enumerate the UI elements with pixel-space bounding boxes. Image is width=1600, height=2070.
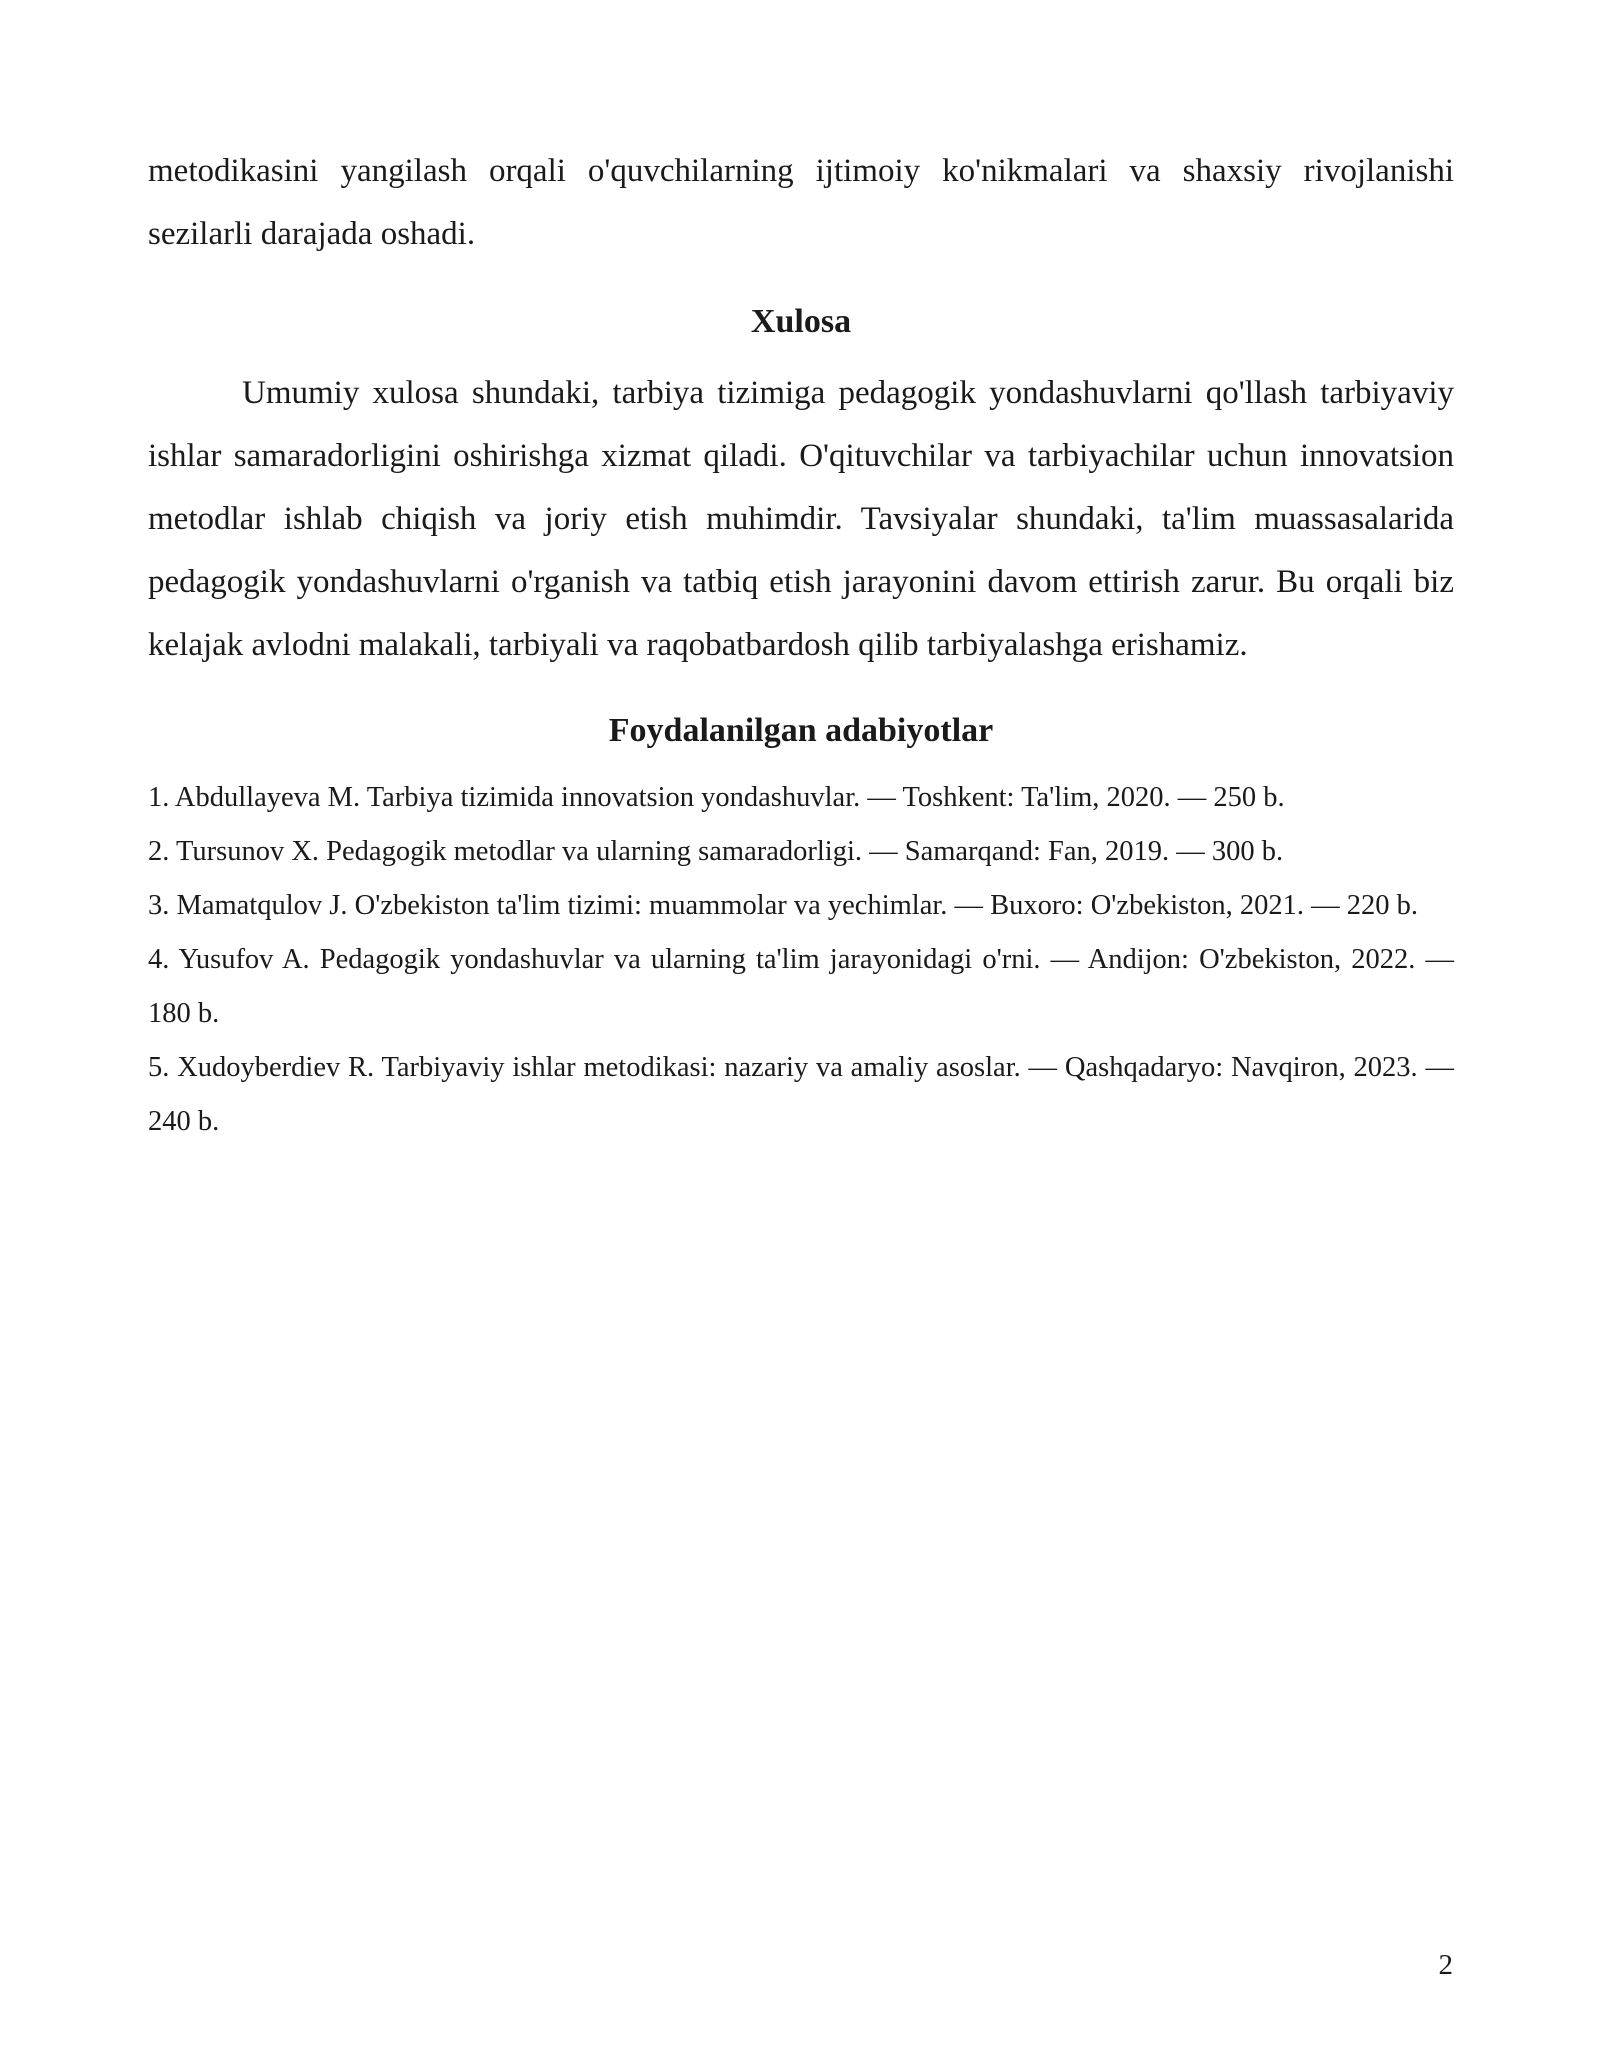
references-heading: Foydalanilgan adabiyotlar [608,712,994,749]
conclusion-heading: Xulosa [750,303,852,340]
reference-item: 2. Tursunov X. Pedagogik metodlar va ularning samaradorligi. — Samarqand: Fan, 2019. — 300 b. [148,836,1284,867]
references-list [148,771,1454,1149]
reference-item: 4. Yusufov A. Pedagogik yondashuvlar va ularning ta'lim jarayonidagi o'rni. — Andijon: O'zbekiston, 2022. — 180 b. [148,944,1454,1029]
document-page [148,140,1454,1149]
conclusion-paragraph: Umumiy xulosa shundaki, tarbiya tizimiga pedagogik yondashuvlarni qo'llash tarbiyaviy ishlar samaradorligini oshirishga xizmat qiladi. O'qituvchilar va tarbiyachilar uchun innovatsion metodlar ishlab chiqish va joriy etish muhimdir. Tavsiyalar shundaki, ta'lim muassasalarida pedagogik yondashuvlarni o'rganish va tatbiq etish jarayonini davom ettirish zarur. Bu orqali biz kelajak avlodni malakali, tarbiyali va raqobatbardosh qilib tarbiyalashga erishamiz. [148,375,1454,663]
reference-item: 5. Xudoyberdiev R. Tarbiyaviy ishlar metodikasi: nazariy va amaliy asoslar. — Qashqadaryo: Navqiron, 2023. — 240 b. [148,1052,1454,1137]
page-number: 2 [1438,1949,1453,1981]
reference-item: 1. Abdullayeva M. Tarbiya tizimida innovatsion yondashuvlar. — Toshkent: Ta'lim, 2020. — 250 b. [148,782,1285,813]
intro-paragraph: metodikasini yangilash orqali o'quvchilarning ijtimoiy ko'nikmalari va shaxsiy rivojlanishi sezilarli darajada oshadi. [148,153,1454,252]
reference-item: 3. Mamatqulov J. O'zbekiston ta'lim tizimi: muammolar va yechimlar. — Buxoro: O'zbekiston, 2021. — 220 b. [148,890,1419,921]
